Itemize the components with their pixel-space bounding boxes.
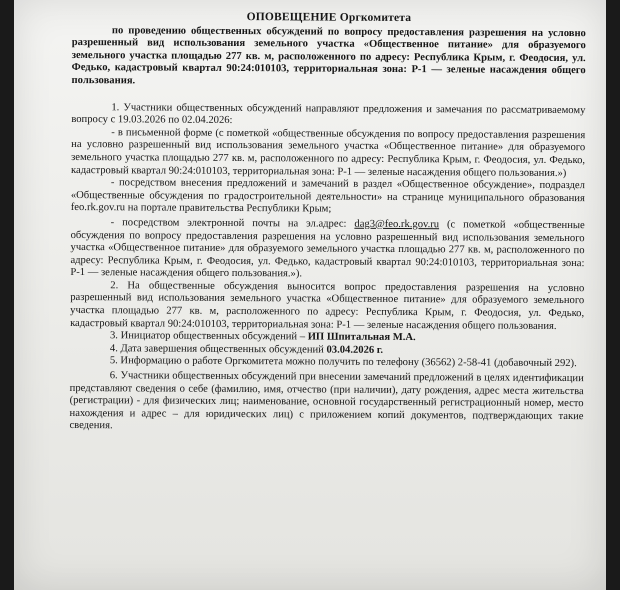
initiator-name: ИП Шпитальная М.А. [307, 331, 416, 344]
item-1-intro: 1. Участники общественных обсуждений направляют предложения и замечания по рассматриваемому вопросу с 19.03.2026 по 02.04.2026: [71, 101, 586, 127]
item-5: 5. Информацию о работе Оргкомитета можно получить по телефону (36562) 2-58-41 (добавочный 292). [109, 355, 577, 370]
item-4-prefix: 4. Дата завершения общественных обсуждений [109, 343, 324, 356]
item-2: 2. На общественные обсуждения выносится вопрос предоставления разрешения на условно разрешенный вид использования земельного участка «Общественное питание» для образуемого земельного участка площадью 277 кв. м, расположенного по адресу: Республика Крым, г. Феодосия, ул. Федько, кадастровый квартал 90:24:010103, территориальная зона: Р-1 — зеленые насаждения общего пользования. [70, 280, 585, 332]
notice-subject: по проведению общественных обсуждений по вопросу предоставления разрешения на условно разрешенный вид использования земельного участка «Общественное питание» для образуемого земельного участка площадью 277 кв. м, расположенного по адресу: Республика Крым, г. Феодосия, ул. Федько, кадастровый квартал 90:24:010103, территориальная зона: Р-1 — зеленые насаждения общего пользования. [71, 24, 586, 87]
item-1-written-form: - в письменной форме (с пометкой «общественные обсуждения по вопросу предоставления разрешения на условно разрешенный вид использования земельного участка «Общественное питание» для образуемого земельного участка площадью 277 кв. м, расположенного по адресу: Республика Крым, г. Феодосия, ул. Федько, кадастровый квартал 90:24:010103, территориальная зона: Р-1 — зеленые насаждения общего пользования.») [70, 126, 586, 179]
item-1-email-prefix: - посредством электронной почты на эл.адрес: [110, 217, 347, 230]
item-3-prefix: 3. Инициатор общественных обсуждений – [109, 330, 306, 343]
notice-body [69, 10, 586, 436]
document-page [14, 0, 606, 590]
email-link[interactable]: dag3@feo.rk.gov.ru [354, 218, 440, 231]
notice-title: ОПОВЕЩЕНИЕ Оргкомитета [246, 11, 412, 25]
end-date: 03.04.2026 г. [326, 344, 384, 356]
item-6: 6. Участники общественных обсуждений при внесении замечаний предложений в целях идентификации представляют сведения о себе (фамилию, имя, отчество (при наличии), дату рождения, адрес места жительства (регистрации) - для физических лиц; наименование, основной государственный регистрационный номер, место нахождения и адрес – для юридических лиц) с приложением копий документов, подтверждающих такие сведения. [69, 370, 584, 432]
item-1-portal: - посредством внесения предложений и замечаний в раздел «Общественное обсуждение», подраздел «Общественные обсуждения по градостроительной деятельности» на странице муниципального образования feo.rk.gov.ru на портале правительства Республики Крым; [70, 177, 585, 215]
item-1-email [70, 217, 584, 283]
item-1-email-suffix: (с пометкой «общественные обсуждения по вопросу предоставления разрешения на условно разрешенный вид использования земельного участка «Общественное питание» для образуемого земельного участка площадью 277 кв. м, расположенного по адресу: Республика Крым, г. Феодосия, ул. Федько, кадастровый квартал 90:24:010103, территориальная зона: Р-1 — зеленые насаждения общего пользования.»). [70, 219, 585, 280]
